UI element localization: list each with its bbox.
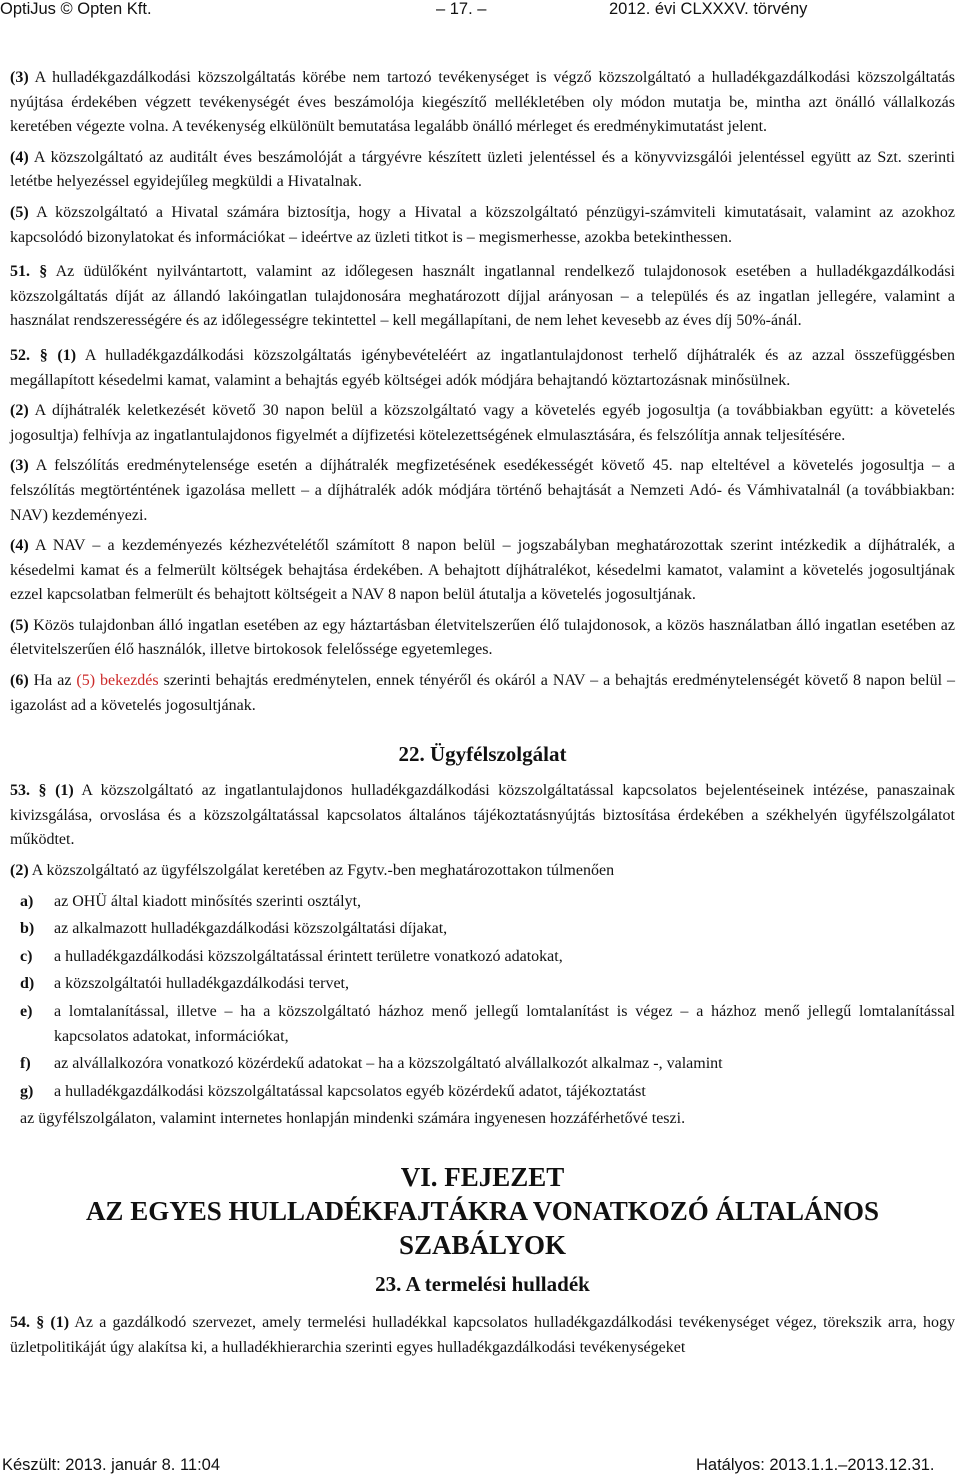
list-item xyxy=(10,945,955,970)
paragraph-text: Az a gazdálkodó szervezet, amely termelési hulladékkal kapcsolatos hulladékgazdálkodási tevékenységet végez, törekszik arra, hogy üzletpolitikáját úgy alakítsa ki, a hulladékhierarchia szerinti egyes hulladékgazdálkodási tevékenységeket xyxy=(10,1313,955,1356)
list-text: az OHÜ által kiadott minősítés szerinti osztályt, xyxy=(54,892,362,910)
section-title-23: 23. A termelési hulladék xyxy=(375,1271,590,1296)
list-item xyxy=(10,890,955,915)
paragraph-number: (2) xyxy=(10,402,29,420)
paragraph-52-6 xyxy=(10,669,955,718)
list-item xyxy=(10,917,955,942)
law-title: 2012. évi CLXXXV. törvény xyxy=(609,0,808,18)
paragraph-text: A hulladékgazdálkodási közszolgáltatás igénybevételéért az ingatlantulajdonost terhelő díjhátralék és az azzal összefüggésben megállapított késedelmi kamat, valamint a behajtás egyéb költségei adók módjára behajtandó köztartozásnak minősülnek. xyxy=(10,346,956,389)
paragraph-number: (2) xyxy=(10,862,29,880)
page-number: – 17. – xyxy=(436,0,487,18)
list-text: az alkalmazott hulladékgazdálkodási közszolgáltatási díjakat, xyxy=(54,920,448,938)
paragraph-52-2 xyxy=(10,399,955,448)
paragraph-52-4 xyxy=(10,534,955,608)
page-footer xyxy=(0,1456,960,1480)
paragraph-text: A közszolgáltató a Hivatal számára biztosítja, hogy a Hivatal a közszolgáltató pénzügyi-számviteli kimutatásait, valamint az azokhoz kapcsolódó bizonylatokat és információkat – ideértve az üzleti titkot is – megismerhesse, azokba betekinthessen. xyxy=(10,203,955,246)
paragraph-text: A felszólítás eredménytelensége esetén a díjhátralék megfizetésének esedékességét követő 45. nap elteltével a követelés jogosultja – a felszólítás megtörténtének igazolása mellett – a díjhátralék adók módjára történő behajtását a Nemzeti Adó- és Vámhivatalnál (a továbbiakban: NAV) kezdeményezi. xyxy=(10,457,955,524)
paragraph-text: Az üdülőként nyilvántartott, valamint az időlegesen használt ingatlannal rendelkező tulajdonosok esetében a hulladékgazdálkodási közszolgáltatás díját az állandó lakóingatlan tulajdonosára meghatározott díjjal arányosan – a település és az ingatlan jellegére, valamint a használat rendszerességére és az időlegességre tekintettel – kell megállapítani, de nem lehet kevesebb az éves díj 50%-ánál. xyxy=(10,263,955,330)
paragraph-number: (5) xyxy=(10,203,29,221)
list-letter: c) xyxy=(20,947,33,965)
paragraph-number: (4) xyxy=(10,148,29,166)
list-letter: g) xyxy=(20,1082,34,1100)
section-52-1 xyxy=(10,344,955,393)
section-number: 53. § (1) xyxy=(10,782,74,800)
paragraph-text: A díjhátralék keletkezését követő 30 napon belül a közszolgáltató vagy a követelés egyéb jogosultja (a továbbiakban együtt: a követelés jogosultja) felhívja az ingatlantulajdonos figyelmét a díjfizetési kötelezettségének elmulasztására, és felszólítja annak teljesítésére. xyxy=(10,402,955,444)
paragraph-text: A közszolgáltató az ügyfélszolgálat keretében az Fgytv.-ben meghatározottakon túlmenően xyxy=(28,862,615,880)
section-number: 51. § xyxy=(10,263,48,281)
list-letter: d) xyxy=(20,975,35,993)
section-53-1 xyxy=(10,779,955,853)
list-text: az alvállalkozóra vonatkozó közérdekű adatokat – ha a közszolgáltató alvállalkozót alkalmaz -, valamint xyxy=(54,1055,723,1073)
paragraph-number: (6) xyxy=(10,672,29,690)
list-item xyxy=(10,1052,955,1077)
list-letter: e) xyxy=(20,1003,33,1020)
paragraph-50-4 xyxy=(10,146,955,195)
publisher-label: OptiJus © Opten Kft. xyxy=(0,0,152,18)
chapter-heading xyxy=(10,1160,955,1262)
created-date: Készült: 2013. január 8. 11:04 xyxy=(2,1456,221,1474)
list-item xyxy=(10,1000,955,1049)
list-text: a hulladékgazdálkodási közszolgáltatással érintett területre vonatkozó adatokat, xyxy=(54,947,563,965)
document-body xyxy=(10,66,955,1366)
paragraph-text: szerinti behajtás eredménytelen, ennek tényéről és okáról a NAV – a behajtás eredménytelenségét követő 8 napon belül – igazolást ad a követelés jogosultjának. xyxy=(10,672,956,714)
section-number: 54. § (1) xyxy=(10,1313,70,1331)
paragraph-number: (4) xyxy=(10,537,29,555)
paragraph-text: A NAV – a kezdeményezés kézhezvételétől számított 8 napon belül – jogszabályban meghatározottak szerint intézkedik a díjhátralék, a késedelmi kamat és a felmerült költségek behajtása érdekében. A behajtott díjhátralékot, késedelmi kamatot, valamint a követelés jogosultjának ezzel kapcsolatban felmerült és behajtott költségeit a NAV 8 napon belül átutalja a követelés jogosultjának. xyxy=(10,537,955,604)
page-header xyxy=(0,0,960,20)
list-letter: a) xyxy=(20,892,34,910)
paragraph-53-2 xyxy=(10,859,955,884)
effective-date: Hatályos: 2013.1.1.–2013.12.31. xyxy=(696,1456,935,1474)
list-item xyxy=(10,972,955,997)
paragraph-number: (3) xyxy=(10,69,29,86)
cross-reference-link[interactable]: (5) bekezdés xyxy=(76,672,159,690)
list-letter: f) xyxy=(20,1055,31,1073)
list-text: a hulladékgazdálkodási közszolgáltatással kapcsolatos egyéb közérdekű adatot, tájékoztatást xyxy=(54,1082,646,1100)
paragraph-text: A közszolgáltató az ingatlantulajdonos hulladékgazdálkodási közszolgáltatással kapcsolatos bejelentéseinek intézése, panaszainak kivizsgálása, orvoslása és a közszolgáltatással kapcsolatos általános tájékoztatásnyújtás biztosítása érdekében a székhelyén ügyfélszolgálatot működtet. xyxy=(10,782,955,849)
section-54-1 xyxy=(10,1311,955,1360)
section-title-22: 22. Ügyfélszolgálat xyxy=(398,742,567,767)
chapter-title-line: AZ EGYES HULLADÉKFAJTÁKRA VONATKOZÓ ÁLTALÁNOS xyxy=(85,1195,880,1226)
paragraph-52-3 xyxy=(10,454,955,528)
list-text: a közszolgáltatói hulladékgazdálkodási tervet, xyxy=(54,975,349,993)
section-51 xyxy=(10,260,955,334)
list-item xyxy=(10,1080,955,1105)
paragraph-52-5 xyxy=(10,614,955,663)
paragraph-50-5 xyxy=(10,201,955,250)
paragraph-number: (3) xyxy=(10,457,29,475)
chapter-title-line: SZABÁLYOK xyxy=(398,1229,567,1260)
paragraph-text: Közös tulajdonban álló ingatlan esetében az egy háztartásban életvitelszerűen élő tulajdonosok, a közös használatban álló ingatlan esetében az életvitelszerűen élő használók, illetve birtokosok felelőssége egyetemleges. xyxy=(10,616,955,659)
list-closing-text: az ügyfélszolgálaton, valamint internetes honlapján mindenki számára ingyenesen hozzáférhetővé teszi. xyxy=(20,1110,686,1128)
list-text: a lomtalanítással, illetve – ha a közszolgáltató házhoz menő jellegű lomtalanítást is végez – a házhoz menő jellegű lomtalanítással kapcsolatos adatokat, információkat, xyxy=(54,1003,955,1045)
paragraph-text: A hulladékgazdálkodási közszolgáltatás körébe nem tartozó tevékenységet is végző közszolgáltató a hulladékgazdálkodási közszolgáltatás nyújtása érdekében végzett tevékenységét éves beszámolója kiegészítő mellékletében oly módon mutatja be, mintha azt önálló vállalkozás keretében végezte volna. A tevékenység elkülönült bemutatása legalább önálló mérleget és eredménykimutatást jelent. xyxy=(10,69,955,136)
paragraph-text: A közszolgáltató az auditált éves beszámolóját a tárgyévre készített üzleti jelentéssel és a könyvvizsgálói jelentéssel együtt az Szt. szerinti letétbe helyezéssel egyidejűleg megküldi a Hivatalnak. xyxy=(10,148,955,191)
section-number: 52. § (1) xyxy=(10,346,77,364)
paragraph-50-3 xyxy=(10,66,955,140)
paragraph-text: Ha az xyxy=(28,672,77,690)
list-letter: b) xyxy=(20,920,35,938)
paragraph-number: (5) xyxy=(10,616,29,634)
chapter-number: VI. FEJEZET xyxy=(400,1161,565,1192)
